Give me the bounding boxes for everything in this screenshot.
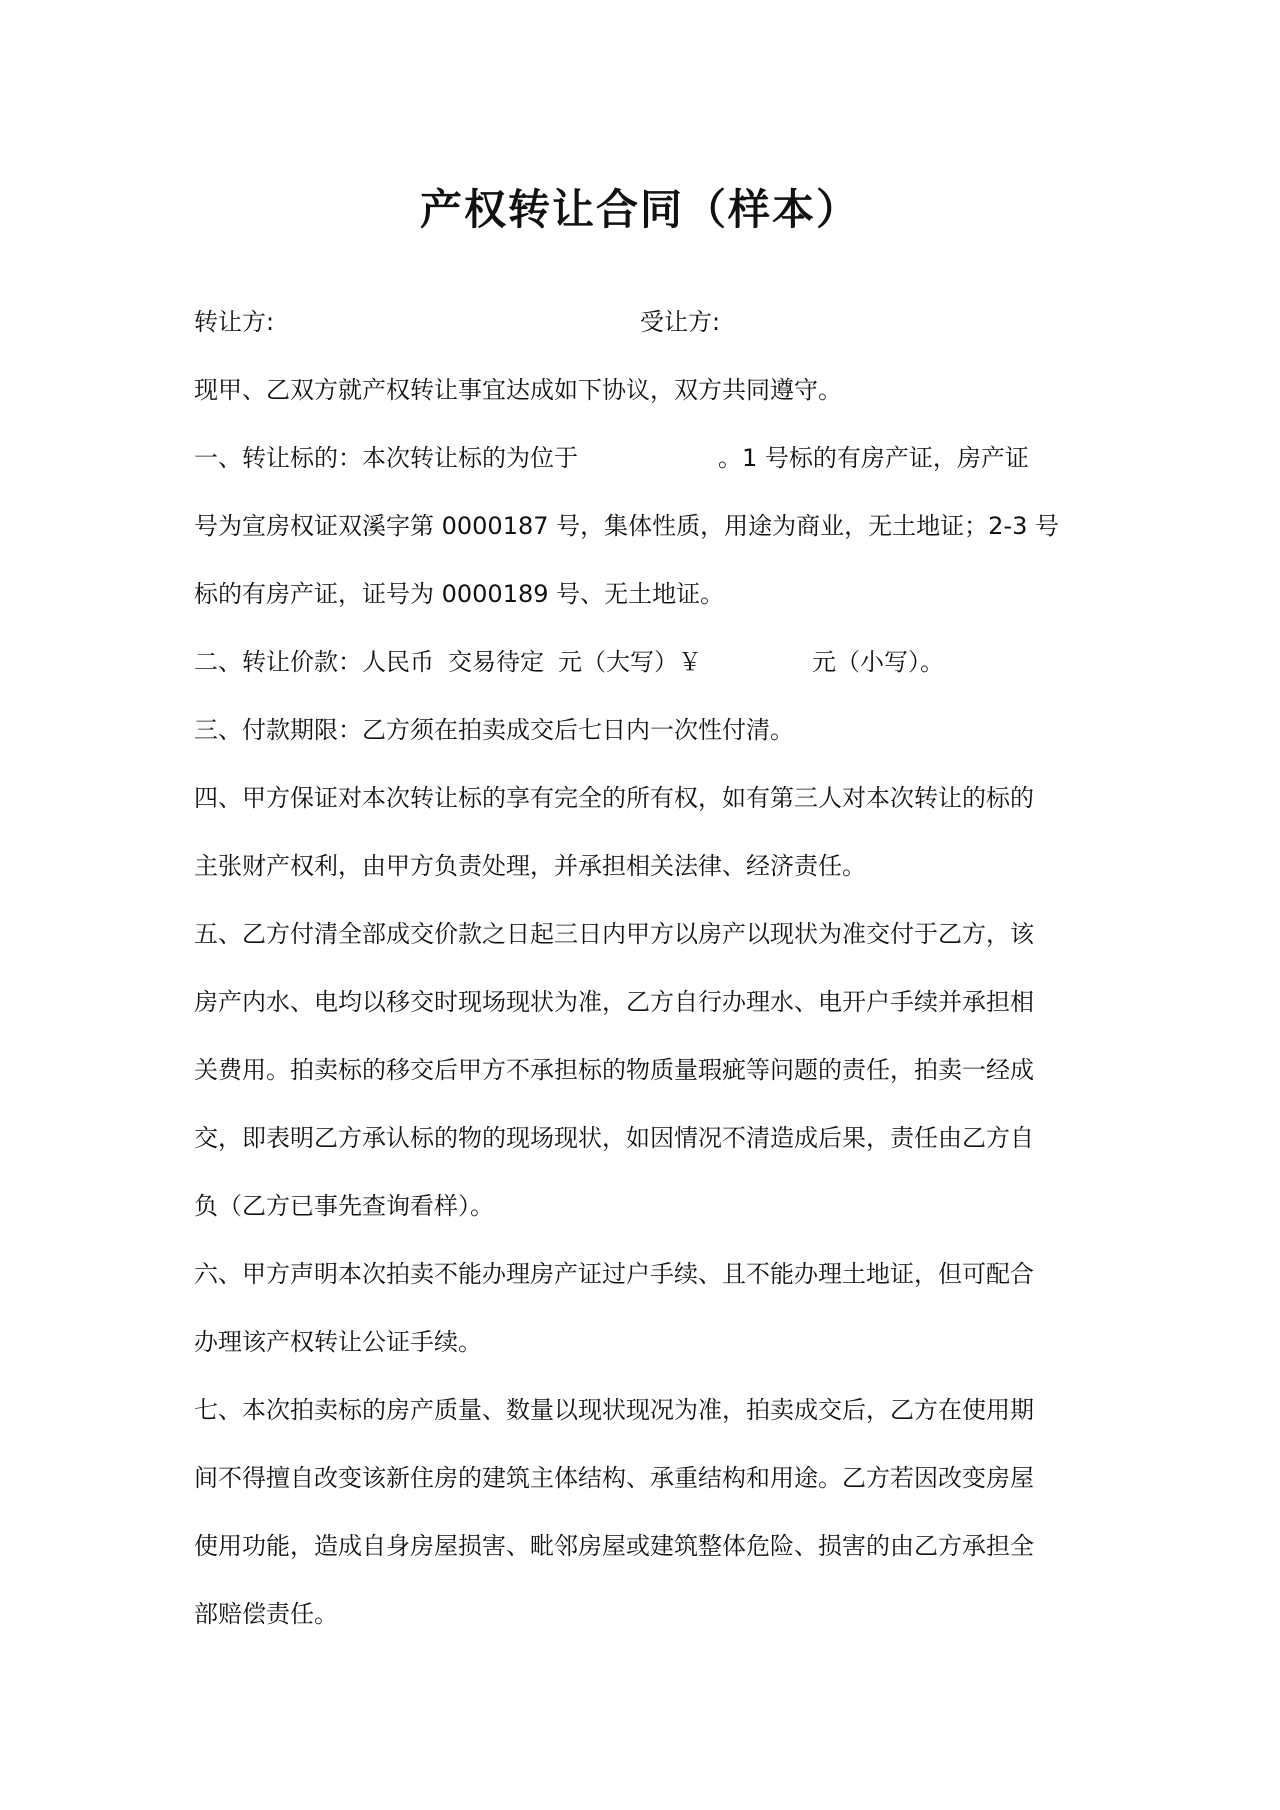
clause-1-line-1 (194, 424, 1092, 492)
clause-1-text-a: 一、转让标的：本次转让标的为位于 (194, 444, 578, 472)
clause-1-line-2: 号为宣房权证双溪字第 0000187 号，集体性质，用途为商业，无土地证；2-3 号 (194, 512, 1059, 540)
price-amount: 交易待定 (448, 648, 544, 676)
price-upper-unit: 元（大写）￥ (558, 648, 702, 676)
parties-row (194, 288, 1092, 356)
clause-4-line-1: 四、甲方保证对本次转让标的享有完全的所有权，如有第三人对本次转让的标的 (194, 784, 1034, 812)
price-label: 二、转让价款：人民币 (194, 648, 434, 676)
clause-7-line-2: 间不得擅自改变该新住房的建筑主体结构、承重结构和用途。乙方若因改变房屋 (194, 1464, 1034, 1492)
clause-1-text-b: 。1 号标的有房产证，房产证 (718, 444, 1029, 472)
clause-5-line-3: 关费用。拍卖标的移交后甲方不承担标的物质量瑕疵等问题的责任，拍卖一经成 (194, 1056, 1034, 1084)
clause-1-line-3: 标的有房产证，证号为 0000189 号、无土地证。 (194, 580, 725, 608)
transferor-label: 转让方: (194, 308, 275, 336)
intro-paragraph: 现甲、乙双方就产权转让事宜达成如下协议，双方共同遵守。 (194, 376, 842, 404)
clause-6-line-2: 办理该产权转让公证手续。 (194, 1328, 482, 1356)
clause-5-line-1: 五、乙方付清全部成交价款之日起三日内甲方以房产以现状为准交付于乙方，该 (194, 920, 1034, 948)
clause-5-line-4: 交，即表明乙方承认标的物的现场现状，如因情况不清造成后果，责任由乙方自 (194, 1124, 1034, 1152)
price-lower-unit: 元（小写）。 (812, 648, 944, 676)
clause-3: 三、付款期限：乙方须在拍卖成交后七日内一次性付清。 (194, 716, 794, 744)
transferee-label: 受让方: (640, 308, 721, 336)
clause-7-line-1: 七、本次拍卖标的房产质量、数量以现状现况为准，拍卖成交后，乙方在使用期 (194, 1396, 1034, 1424)
clause-7-line-4: 部赔偿责任。 (194, 1600, 338, 1628)
clause-5-line-2: 房产内水、电均以移交时现场现状为准，乙方自行办理水、电开户手续并承担相 (194, 988, 1034, 1016)
clause-4-line-2: 主张财产权利，由甲方负责处理，并承担相关法律、经济责任。 (194, 852, 866, 880)
clause-6-line-1: 六、甲方声明本次拍卖不能办理房产证过户手续、且不能办理土地证，但可配合 (194, 1260, 1034, 1288)
document-body (194, 288, 1092, 1648)
clause-5-line-5: 负（乙方已事先查询看样）。 (194, 1192, 494, 1220)
document-title: 产权转让合同（样本） (419, 185, 860, 234)
clause-2 (194, 628, 1092, 696)
clause-7-line-3: 使用功能，造成自身房屋损害、毗邻房屋或建筑整体危险、损害的由乙方承担全 (194, 1532, 1034, 1560)
